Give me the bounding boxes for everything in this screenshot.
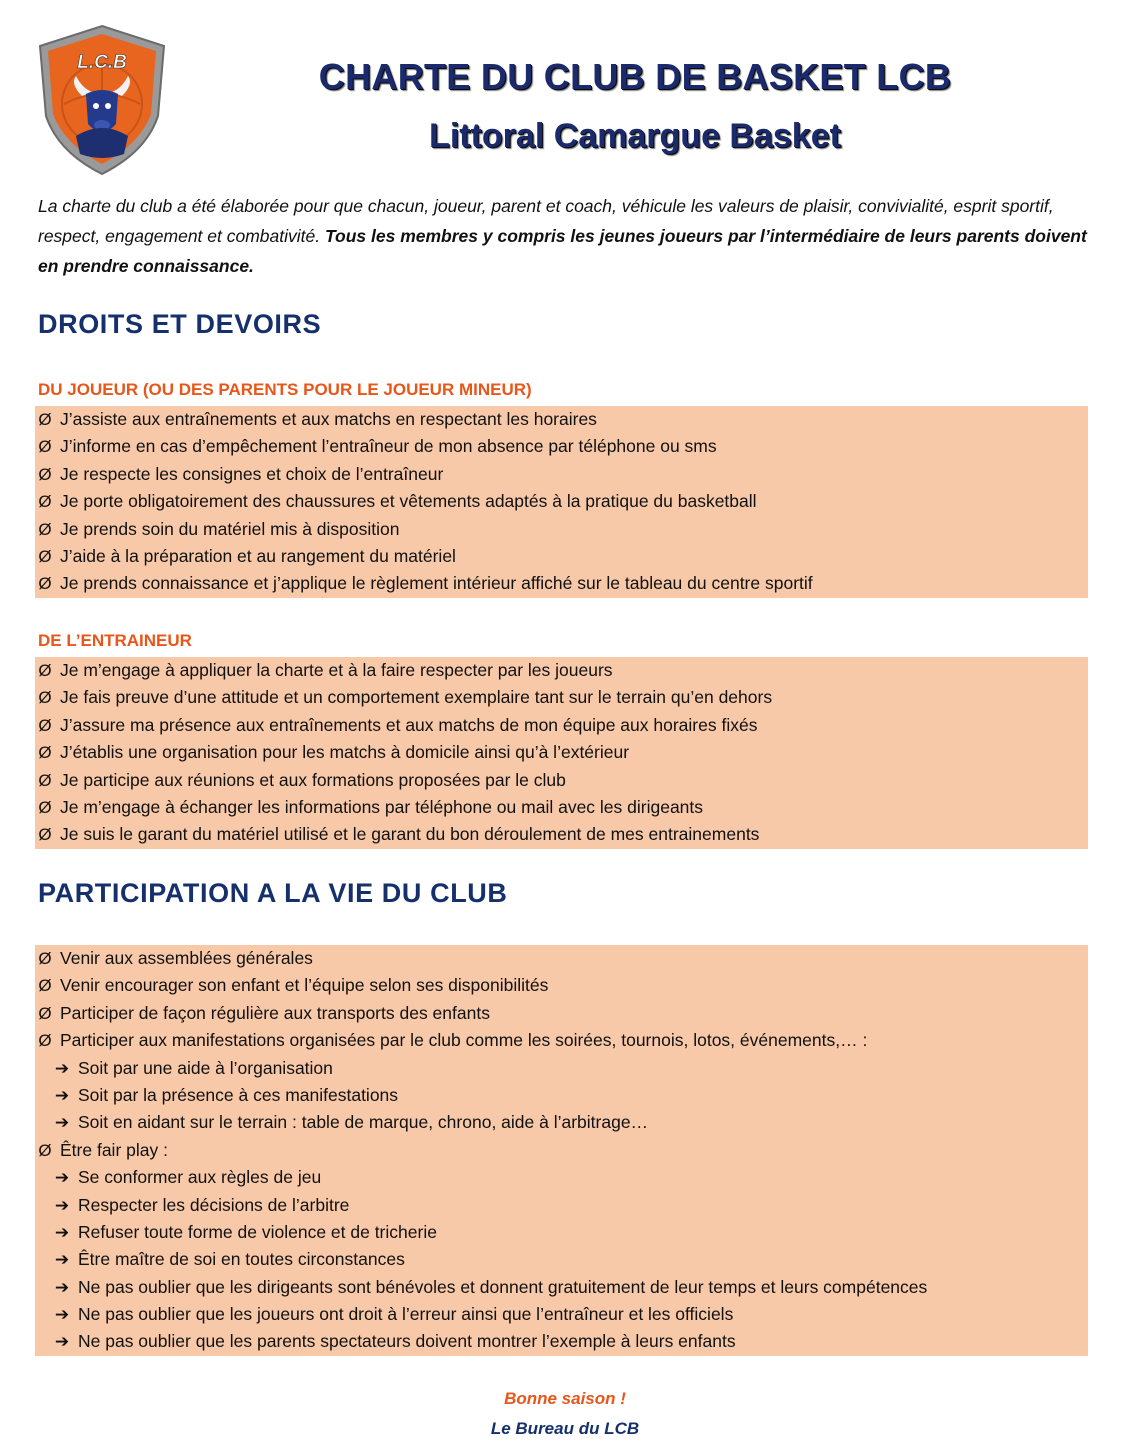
list-item-text: Je respecte les consignes et choix de l’entraîneur	[60, 463, 444, 484]
list-item-text: Ne pas oublier que les parents spectateurs doivent montrer l’exemple à leurs enfants	[78, 1331, 736, 1352]
bullet-icon: Ø	[38, 797, 52, 817]
list-item	[35, 1027, 1088, 1054]
list-item	[35, 739, 1088, 766]
sub-list-item	[35, 1082, 1088, 1109]
bullet-icon: Ø	[38, 574, 52, 594]
arrow-bullet-icon: ➔	[54, 1277, 70, 1297]
bullet-icon: Ø	[38, 825, 52, 845]
list-item-text: Soit par la présence à ces manifestations	[78, 1084, 399, 1105]
bullet-icon: Ø	[38, 492, 52, 512]
list-item-text: J’aide à la préparation et au rangement du matériel	[60, 545, 456, 566]
entraineur-heading: DE L’ENTRAINEUR	[38, 631, 192, 650]
arrow-bullet-icon: ➔	[54, 1332, 70, 1352]
document-subtitle: Littoral Camargue Basket	[429, 117, 841, 155]
list-item	[35, 516, 1088, 543]
list-item-text: Venir encourager son enfant et l’équipe selon ses disponibilités	[60, 975, 549, 996]
section-participation-title: PARTICIPATION A LA VIE DU CLUB	[38, 878, 508, 908]
arrow-bullet-icon: ➔	[54, 1168, 70, 1188]
list-item-text: Refuser toute forme de violence et de tricherie	[78, 1221, 437, 1242]
list-item-text: Être maître de soi en toutes circonstances	[78, 1249, 405, 1270]
list-item-text: Je prends soin du matériel mis à disposition	[60, 518, 400, 539]
sub-list-item	[35, 1109, 1088, 1136]
list-item-text: Je participe aux réunions et aux formations proposées par le club	[60, 769, 566, 790]
sub-list-item	[35, 1274, 1088, 1301]
list-item	[35, 794, 1088, 821]
sub-list-item	[35, 1192, 1088, 1219]
bullet-icon: Ø	[38, 661, 52, 680]
list-item	[35, 1137, 1088, 1164]
list-item	[35, 433, 1088, 460]
joueur-list	[35, 406, 1088, 598]
bullet-icon: Ø	[38, 1003, 52, 1023]
participation-list	[35, 945, 1088, 1356]
list-item-text: Se conformer aux règles de jeu	[78, 1167, 322, 1188]
bullet-icon: Ø	[38, 743, 52, 763]
sub-list-item	[35, 1055, 1088, 1082]
bullet-icon: Ø	[38, 1031, 52, 1051]
bullet-icon: Ø	[38, 688, 52, 708]
entraineur-list	[35, 657, 1088, 849]
bullet-icon: Ø	[38, 546, 52, 566]
list-item-text: Je prends connaissance et j’applique le règlement intérieur affiché sur le tableau du centre sportif	[60, 573, 813, 594]
list-item-text: Je m’engage à appliquer la charte et à la faire respecter par les joueurs	[60, 660, 613, 680]
list-item-text: Je fais preuve d’une attitude et un comportement exemplaire tant sur le terrain qu’en dehors	[60, 687, 773, 708]
list-item	[35, 657, 1088, 684]
list-item-text: Être fair play :	[60, 1139, 168, 1160]
intro-bold-text: Tous les membres y compris les jeunes joueurs par l’intermédiaire de leurs parents doivent en prendre connaissance.	[38, 226, 1087, 276]
arrow-bullet-icon: ➔	[54, 1085, 70, 1105]
list-item-text: Respecter les décisions de l’arbitre	[78, 1194, 350, 1215]
list-item	[35, 543, 1088, 570]
joueur-heading: DU JOUEUR (OU DES PARENTS POUR LE JOUEUR MINEUR)	[38, 380, 532, 399]
bullet-icon: Ø	[38, 519, 52, 539]
bullet-icon: Ø	[38, 949, 52, 968]
list-item	[35, 461, 1088, 488]
intro-paragraph	[38, 191, 1093, 281]
list-item-text: Ne pas oublier que les joueurs ont droit à l’erreur ainsi que l’entraîneur et les officiels	[78, 1304, 734, 1325]
list-item	[35, 406, 1088, 433]
arrow-bullet-icon: ➔	[54, 1195, 70, 1215]
list-item-text: J’établis une organisation pour les matchs à domicile ainsi qu’à l’extérieur	[60, 742, 630, 763]
arrow-bullet-icon: ➔	[54, 1305, 70, 1325]
list-item	[35, 570, 1088, 597]
list-item-text: Venir aux assemblées générales	[60, 948, 313, 968]
club-logo	[36, 24, 168, 176]
intro-text: La charte du club a été élaborée pour que chacun, joueur, parent et coach, véhicule les valeurs de plaisir, convivialité, esprit sportif, respect, engagement et combativité.	[38, 196, 1054, 246]
sub-list-item	[35, 1219, 1088, 1246]
list-item-text: J’assure ma présence aux entraînements et aux matchs de mon équipe aux horaires fixés	[60, 714, 758, 735]
list-item	[35, 684, 1088, 711]
sub-list-item	[35, 1328, 1088, 1355]
bullet-icon: Ø	[38, 410, 52, 429]
footer-signature: Le Bureau du LCB	[490, 1419, 640, 1438]
section-droits-title: DROITS ET DEVOIRS	[38, 309, 322, 339]
bullet-icon: Ø	[38, 715, 52, 735]
logo-text: L.C.B	[77, 52, 127, 73]
bullet-icon: Ø	[38, 770, 52, 790]
arrow-bullet-icon: ➔	[54, 1058, 70, 1078]
list-item	[35, 821, 1088, 848]
list-item	[35, 488, 1088, 515]
list-item	[35, 1000, 1088, 1027]
list-item-text: Ne pas oublier que les dirigeants sont bénévoles et donnent gratuitement de leur temps et leurs compétences	[78, 1276, 928, 1297]
list-item-text: J’informe en cas d’empêchement l’entraîneur de mon absence par téléphone ou sms	[60, 436, 717, 457]
list-item-text: J’assiste aux entraînements et aux matchs en respectant les horaires	[60, 409, 597, 429]
bullet-icon: Ø	[38, 1140, 52, 1160]
sub-list-item	[35, 1246, 1088, 1273]
arrow-bullet-icon: ➔	[54, 1113, 70, 1133]
bullet-icon: Ø	[38, 437, 52, 457]
list-item-text: Je m’engage à échanger les informations par téléphone ou mail avec les dirigeants	[60, 796, 704, 817]
footer-greeting: Bonne saison !	[504, 1389, 626, 1408]
list-item-text: Participer de façon régulière aux transports des enfants	[60, 1002, 490, 1023]
arrow-bullet-icon: ➔	[54, 1250, 70, 1270]
list-item-text: Je porte obligatoirement des chaussures et vêtements adaptés à la pratique du basketball	[60, 491, 757, 512]
document-title: CHARTE DU CLUB DE BASKET LCB	[318, 56, 952, 97]
arrow-bullet-icon: ➔	[54, 1222, 70, 1242]
list-item-text: Soit par une aide à l’organisation	[78, 1057, 333, 1078]
list-item-text: Je suis le garant du matériel utilisé et le garant du bon déroulement de mes entrainements	[60, 824, 760, 845]
list-item	[35, 945, 1088, 972]
sub-list-item	[35, 1301, 1088, 1328]
list-item	[35, 972, 1088, 999]
list-item-text: Soit en aidant sur le terrain : table de marque, chrono, aide à l’arbitrage…	[78, 1112, 649, 1133]
list-item	[35, 767, 1088, 794]
bullet-icon: Ø	[38, 976, 52, 996]
list-item-text: Participer aux manifestations organisées par le club comme les soirées, tournois, lotos, événements,… :	[60, 1030, 868, 1051]
bullet-icon: Ø	[38, 464, 52, 484]
sub-list-item	[35, 1164, 1088, 1191]
list-item	[35, 712, 1088, 739]
